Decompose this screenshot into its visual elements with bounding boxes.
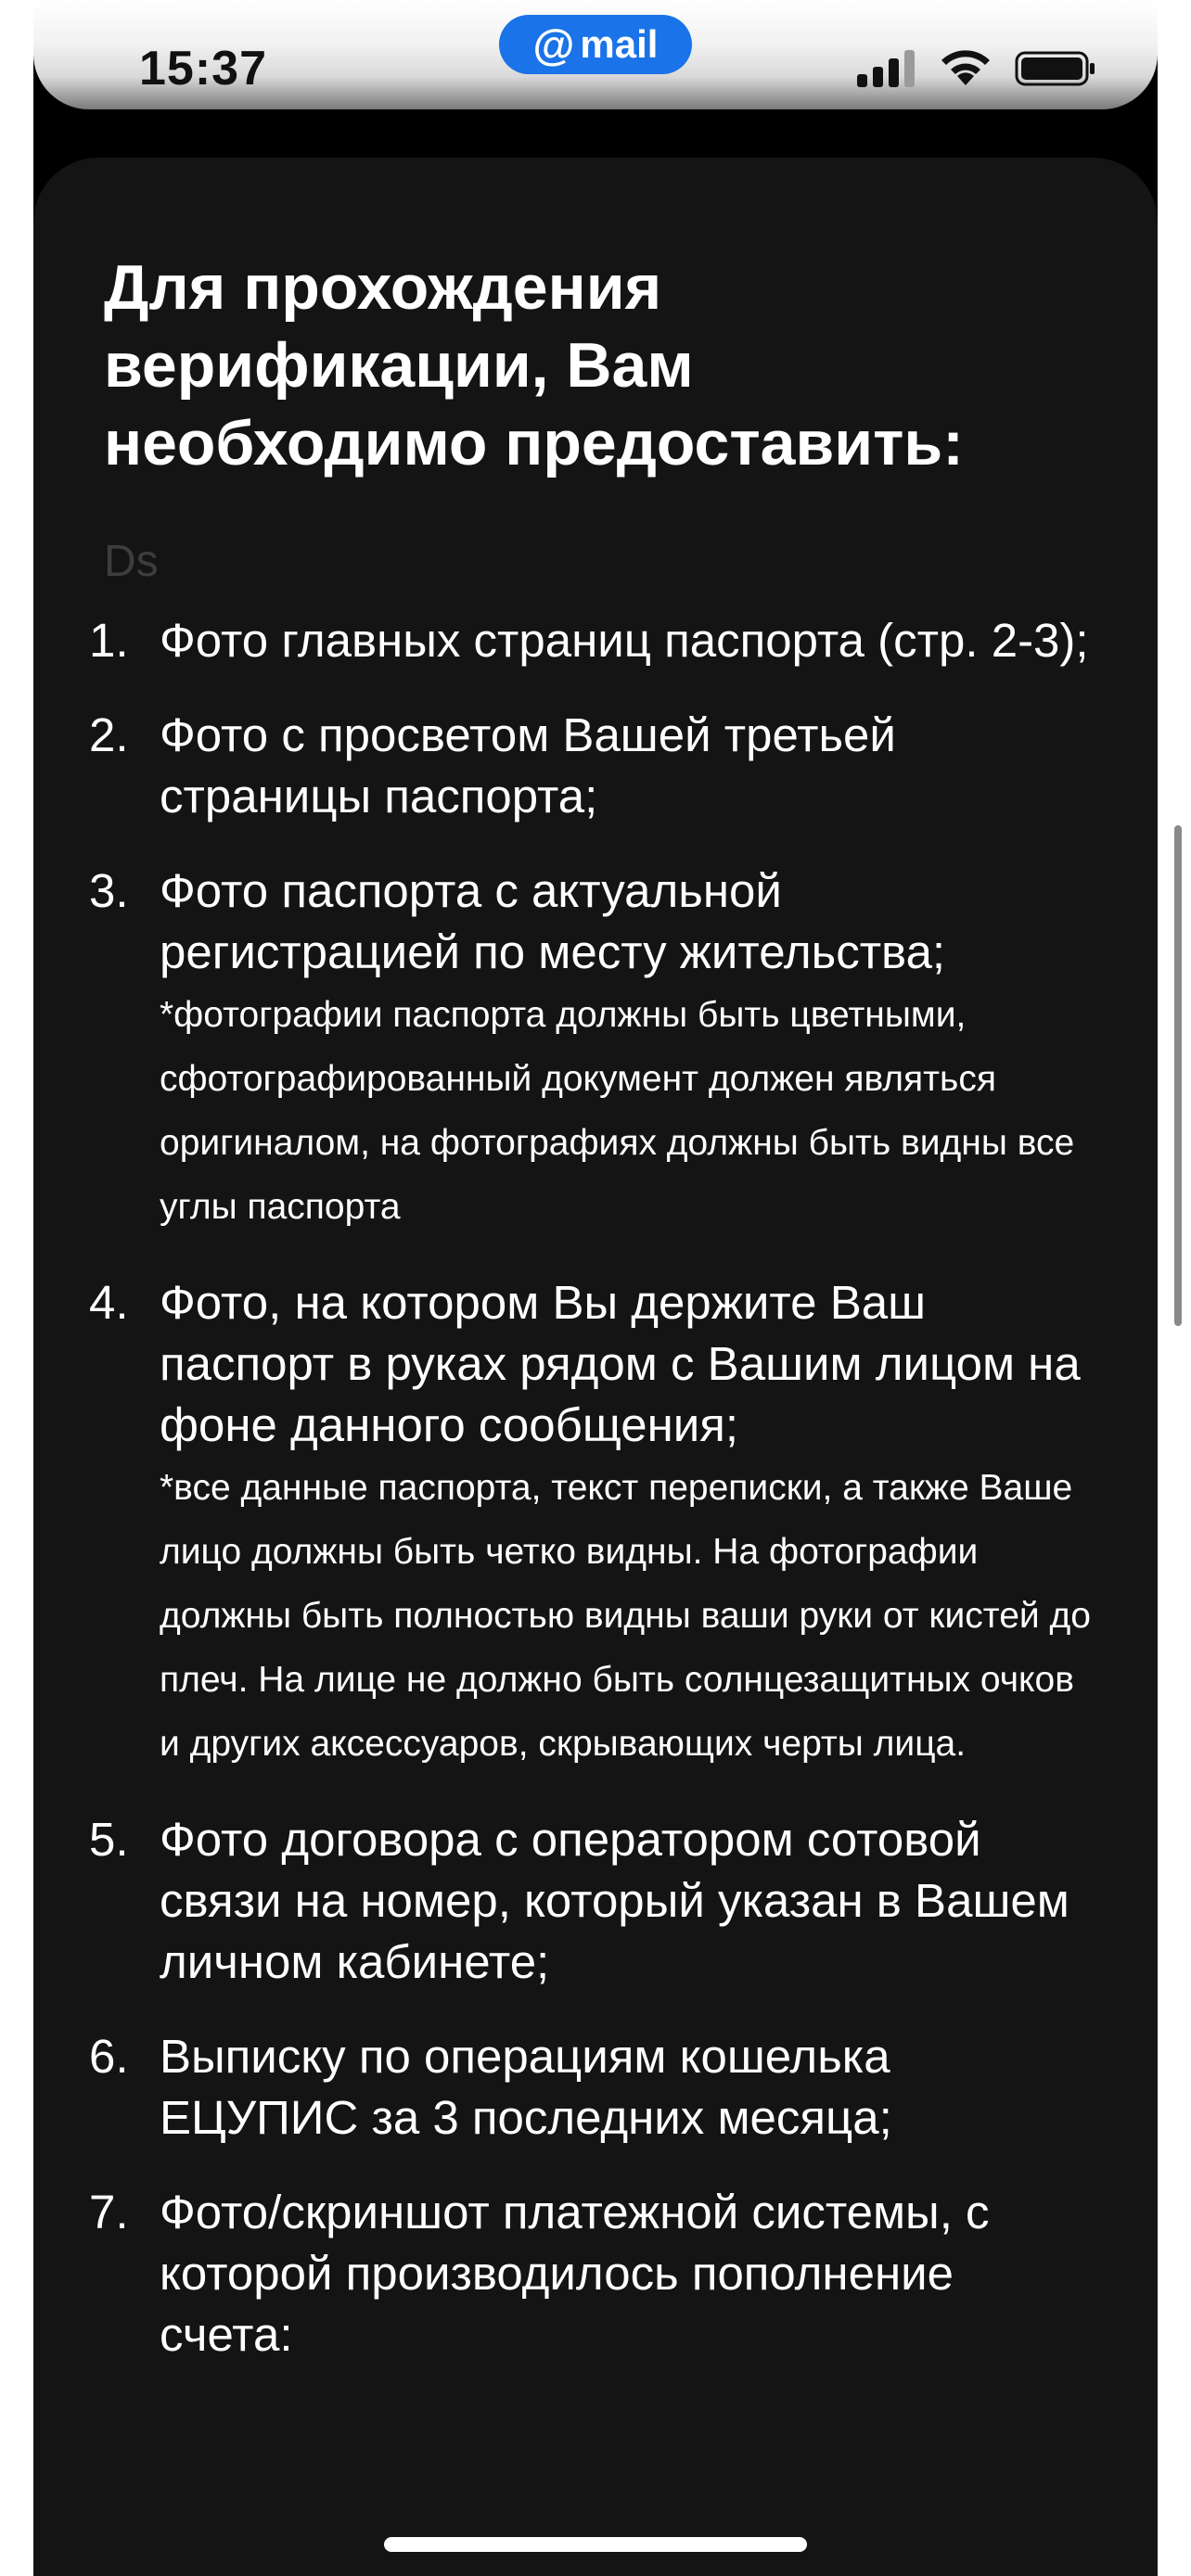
scrollbar[interactable] bbox=[1174, 825, 1182, 1326]
requirement-item bbox=[89, 2182, 1091, 2366]
status-time: 15:37 bbox=[139, 42, 267, 96]
battery-icon bbox=[1015, 50, 1098, 87]
wifi-icon bbox=[937, 46, 994, 87]
requirement-number: 5. bbox=[89, 1813, 129, 1866]
mail-badge-label: mail bbox=[580, 22, 659, 66]
page-title: Для прохождения верификации, Вам необходимо предоставить: bbox=[104, 252, 964, 478]
requirement-item bbox=[89, 705, 1091, 827]
ghost-text: Ds bbox=[104, 537, 159, 586]
requirement-text: Фото, на котором Вы держите Ваш паспорт в руках рядом с Вашим лицом на фоне данного сообщения; bbox=[160, 1276, 1081, 1451]
requirement-text: Фото/скриншот платежной системы, с которой производилось пополнение счета: bbox=[160, 2186, 990, 2361]
requirement-text: Фото главных страниц паспорта (стр. 2-3); bbox=[160, 614, 1089, 667]
requirement-number: 2. bbox=[89, 708, 129, 761]
requirement-item bbox=[89, 610, 1091, 671]
requirement-text: Фото договора с оператором сотовой связи на номер, который указан в Вашем личном кабинете; bbox=[160, 1813, 1069, 1988]
home-indicator[interactable] bbox=[384, 2537, 807, 2552]
requirement-note: *все данные паспорта, текст переписки, а также Ваше лицо должны быть четко видны. На фотографии должны быть полностью видны ваши руки от кистей до плеч. На лице не должно быть солнцезащитных очков и других аксессуаров, скрывающих черты лица. bbox=[160, 1468, 1091, 1764]
requirement-text: Фото паспорта с актуальной регистрацией по месту жительства; bbox=[160, 864, 946, 978]
requirement-text: Выписку по операциям кошелька ЕЦУПИС за 3 последних месяца; bbox=[160, 2030, 892, 2144]
requirement-note: *фотографии паспорта должны быть цветными, сфотографированный документ должен являться оригиналом, на фотографиях должны быть видны все углы паспорта bbox=[160, 995, 1075, 1227]
requirement-number: 1. bbox=[89, 614, 129, 667]
requirement-text: Фото с просветом Вашей третьей страницы паспорта; bbox=[160, 708, 896, 823]
requirement-item bbox=[89, 1809, 1091, 1993]
requirement-item bbox=[89, 2026, 1091, 2149]
requirement-item bbox=[89, 1272, 1091, 1776]
requirement-number: 7. bbox=[89, 2186, 129, 2238]
cellular-signal-icon bbox=[857, 46, 918, 87]
requirement-number: 4. bbox=[89, 1276, 129, 1329]
at-sign-icon: @ bbox=[532, 20, 575, 69]
requirement-number: 3. bbox=[89, 864, 129, 917]
requirement-number: 6. bbox=[89, 2030, 129, 2083]
requirements-list bbox=[89, 610, 1091, 2399]
requirement-item bbox=[89, 861, 1091, 1239]
mail-badge[interactable] bbox=[499, 15, 692, 74]
